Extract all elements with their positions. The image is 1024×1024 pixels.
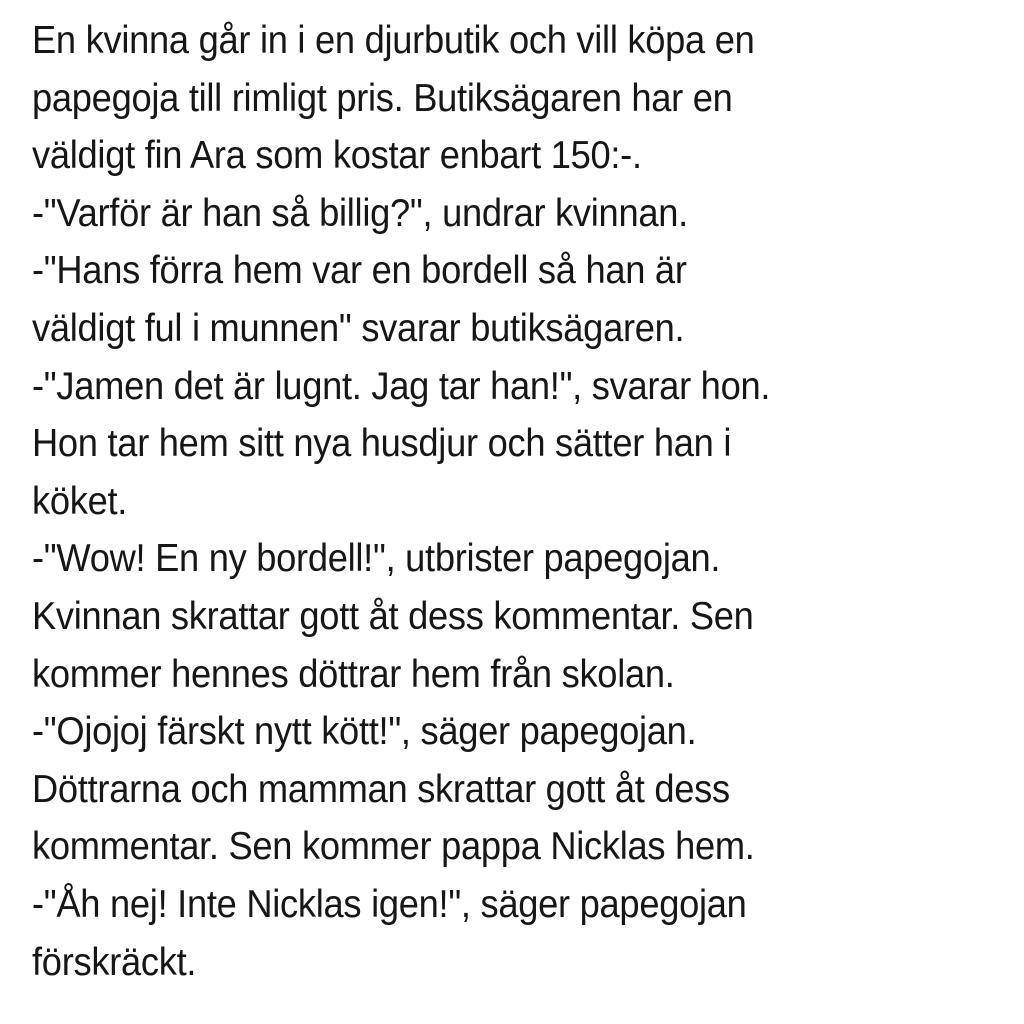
story-line: kommentar. Sen kommer pappa Nicklas hem. <box>32 825 755 869</box>
story-line: -"Ojojoj färskt nytt kött!", säger papegojan. <box>32 710 697 754</box>
story-line: Hon tar hem sitt nya husdjur och sätter han i <box>32 422 732 466</box>
story-line: -"Åh nej! Inte Nicklas igen!", säger papegojan <box>32 882 747 926</box>
story-line: -"Varför är han så billig?", undrar kvinnan. <box>32 191 688 235</box>
story-line: En kvinna går in i en djurbutik och vill köpa en <box>32 19 755 62</box>
story-line: -"Jamen det är lugnt. Jag tar han!", svarar hon. <box>32 364 771 408</box>
story-line: väldigt ful i munnen" svarar butiksägaren. <box>32 306 685 350</box>
story-line: kommer hennes döttrar hem från skolan. <box>32 652 675 696</box>
story-line: Döttrarna och mamman skrattar gott åt dess <box>32 767 730 811</box>
story-line: förskräckt. <box>32 940 197 984</box>
story-line: -"Hans förra hem var en bordell så han är <box>32 249 687 293</box>
story-text <box>32 12 1012 991</box>
story-line: Kvinnan skrattar gott åt dess kommentar. Sen <box>32 594 754 638</box>
story-line: -"Wow! En ny bordell!", utbrister papegojan. <box>32 537 721 581</box>
story-line: papegoja till rimligt pris. Butiksägaren har en <box>32 76 733 120</box>
story-line: köket. <box>32 479 128 523</box>
story-line: väldigt fin Ara som kostar enbart 150:-. <box>32 134 642 178</box>
